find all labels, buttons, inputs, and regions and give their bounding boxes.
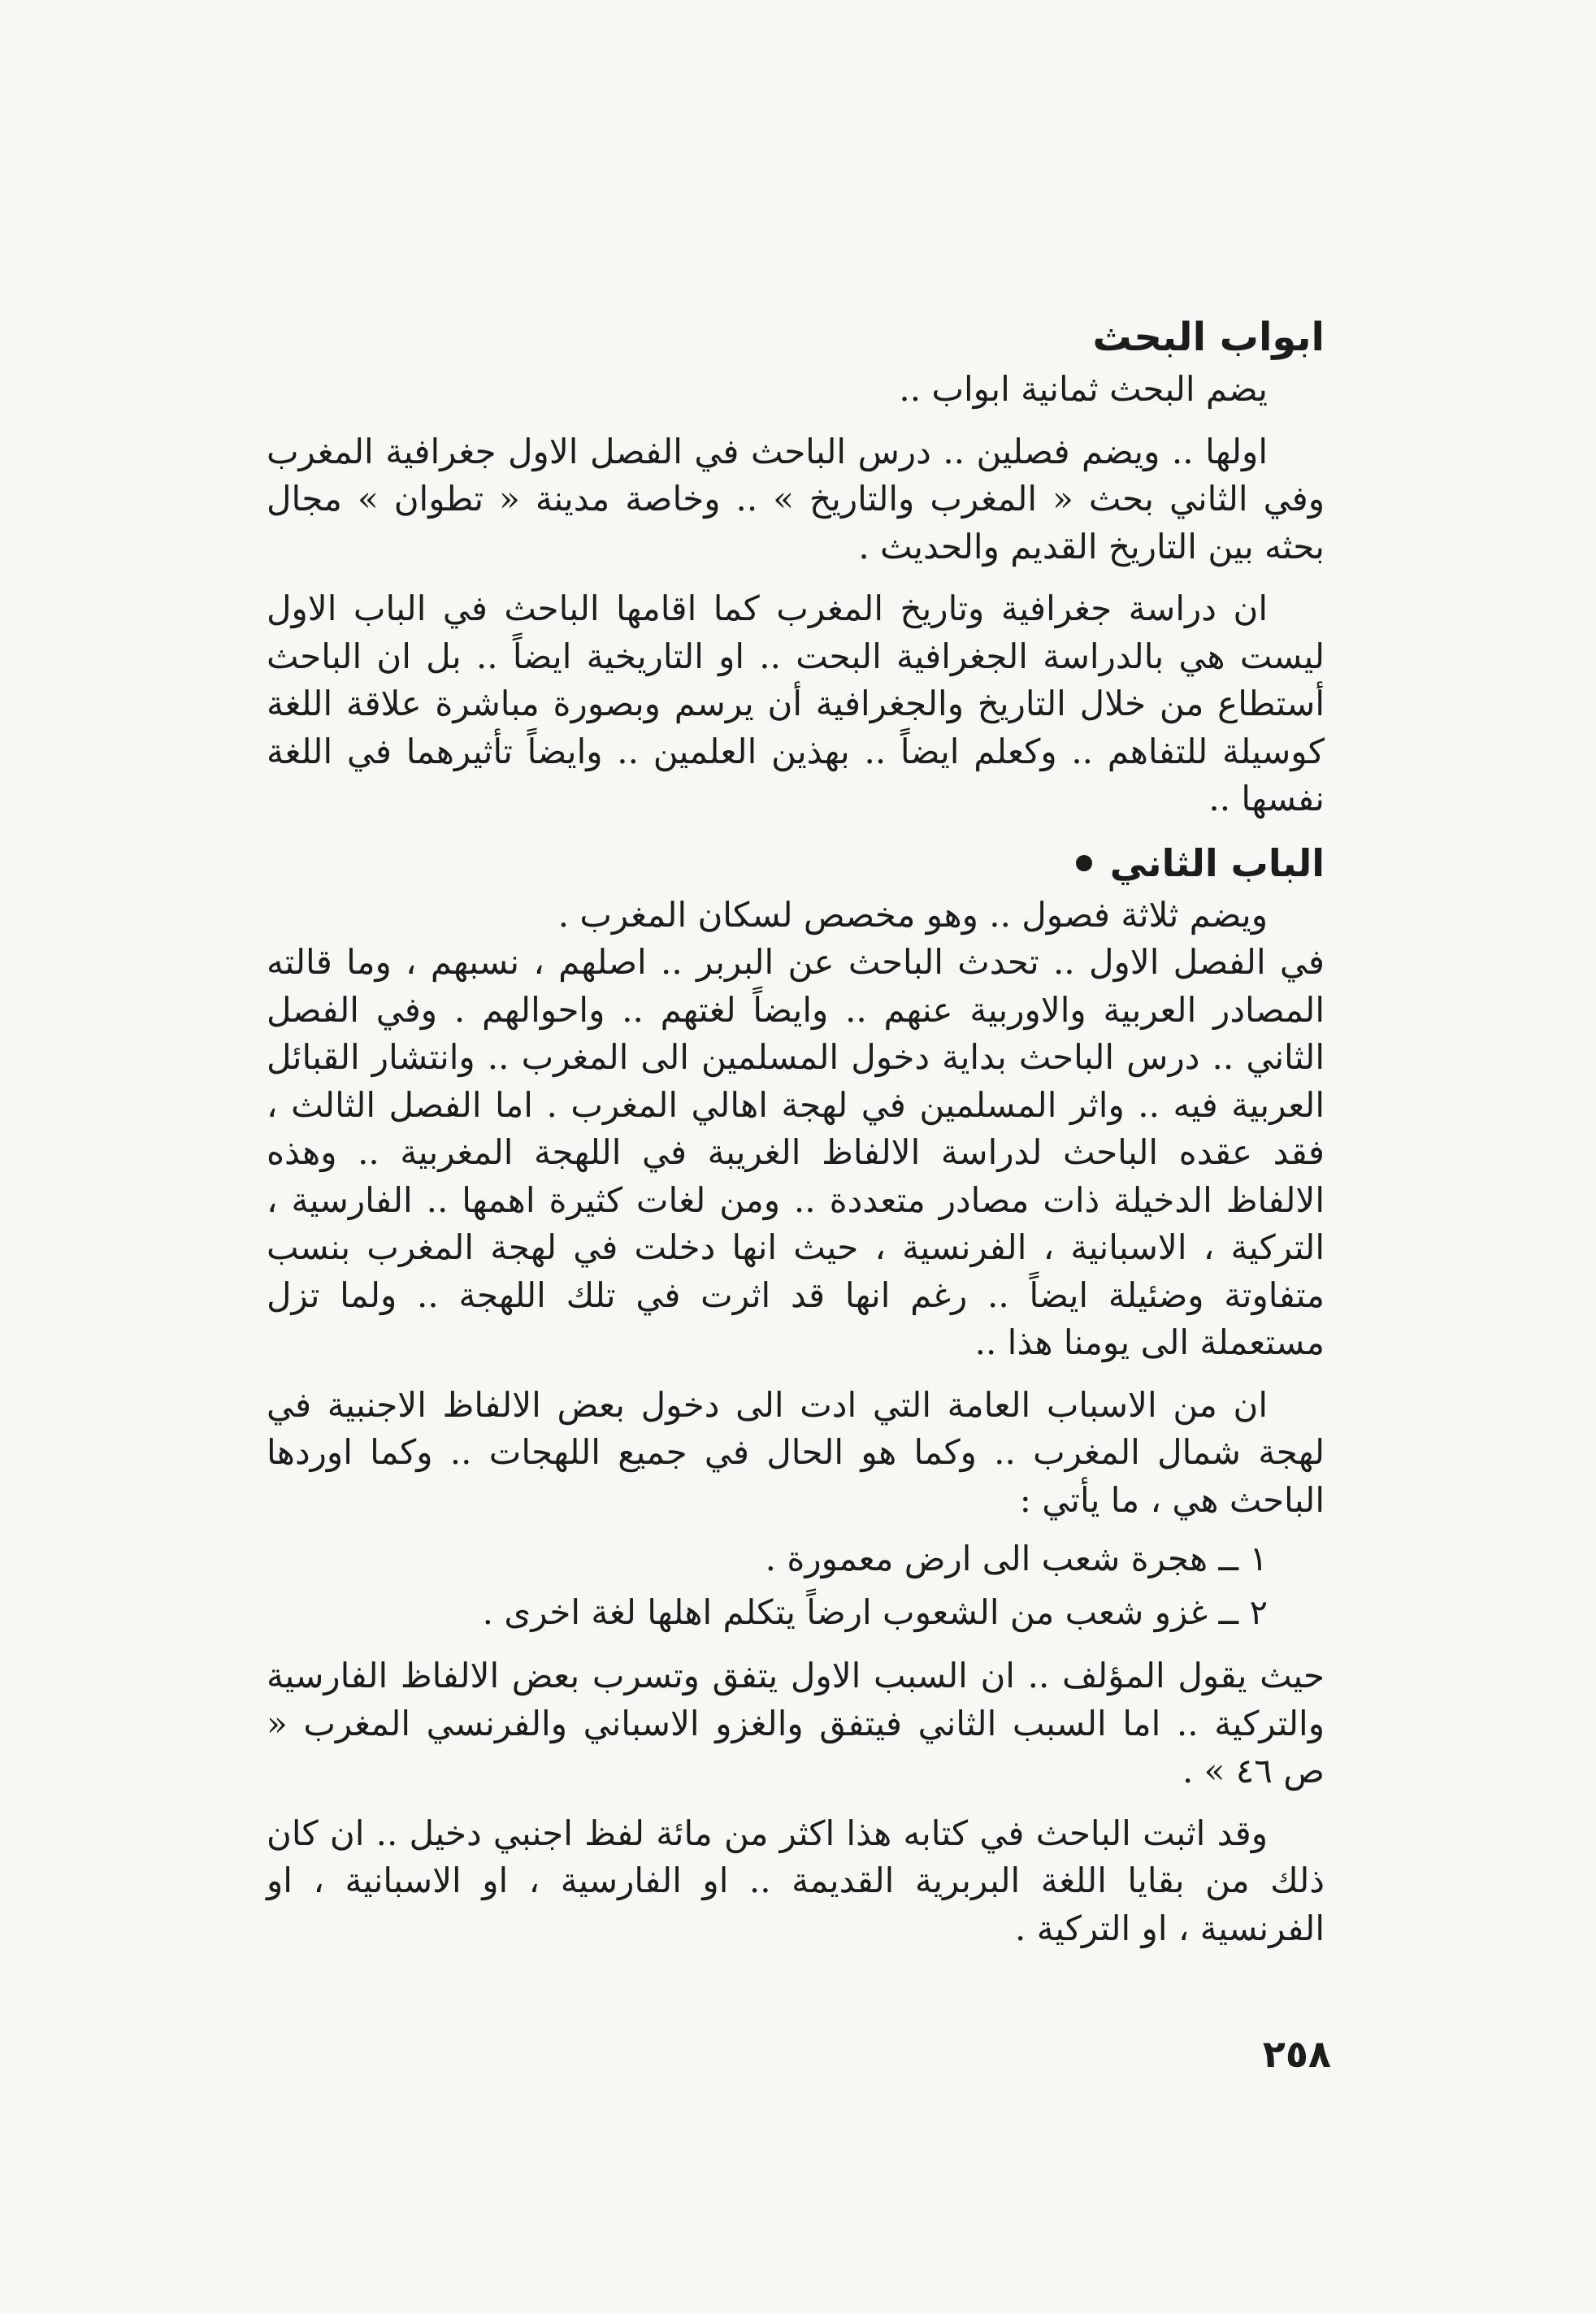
paragraph-6: حيث يقول المؤلف .. ان السبب الاول يتفق وتسرب بعض الالفاظ الفارسية والتركية .. اما السبب الثاني فيتفق والغزو الاسباني والفرنسي المغرب « ص ٤٦ » . xyxy=(267,1656,1325,1791)
paragraph-7: وقد اثبت الباحث في كتابه هذا اكثر من مائة لفظ اجنبي دخيل .. ان كان ذلك من بقايا اللغة البربرية القديمة .. او الفارسية ، او الاسبانية ، او الفرنسية ، او التركية . xyxy=(267,1813,1325,1948)
bullet-icon xyxy=(1076,855,1092,871)
paragraph-1: اولها .. ويضم فصلين .. درس الباحث في الفصل الاول جغرافية المغرب وفي الثاني بحث « المغرب والتاريخ » .. وخاصة مدينة « تطوان » مجال بحثه بين التاريخ القديم والحديث . xyxy=(267,431,1325,567)
intro-paragraph: يضم البحث ثمانية ابواب .. xyxy=(899,369,1268,409)
main-text-block xyxy=(267,309,1325,1952)
paragraph-2: ان دراسة جغرافية وتاريخ المغرب كما اقامها الباحث في الباب الاول ليست هي بالدراسة الجغرافية البحت .. او التاريخية ايضاً .. بل ان الباحث أستطاع من خلال التاريخ والجغرافية أن يرسم وبصورة مباشرة علاقة اللغة كوسيلة للتفاهم .. وكعلم ايضاً .. بهذين العلمين .. وايضاً تأثيرهما في اللغة نفسها .. xyxy=(267,588,1325,818)
paragraph-3: ويضم ثلاثة فصول .. وهو مخصص لسكان المغرب . xyxy=(557,894,1268,935)
subheading-row xyxy=(267,835,1325,892)
list-item-2: ٢ ــ غزو شعب من الشعوب ارضاً يتكلم اهلها لغة اخرى . xyxy=(482,1592,1268,1632)
list-item-1: ١ ــ هجرة شعب الى ارض معمورة . xyxy=(765,1539,1268,1578)
page-number: ٢٥٨ xyxy=(1262,2032,1331,2076)
section-heading: ابواب البحث xyxy=(1092,315,1325,360)
chapter-two-heading: الباب الثاني xyxy=(1109,840,1325,885)
paragraph-4: في الفصل الاول .. تحدث الباحث عن البربر .. اصلهم ، نسبهم ، وما قالته المصادر العربية والاوربية عنهم .. وايضاً لغتهم .. واحوالهم . وفي الفصل الثاني .. درس الباحث بداية دخول المسلمين الى المغرب .. وانتشار القبائل العربية فيه .. واثر المسلمين في لهجة اهالي المغرب . اما الفصل الثالث ، فقد عقده الباحث لدراسة الالفاظ الغريبة في اللهجة المغربية .. وهذه الالفاظ الدخيلة ذات مصادر متعددة .. ومن لغات كثيرة اهمها .. الفارسية ، التركية ، الاسبانية ، الفرنسية ، حيث انها دخلت في لهجة المغرب بنسب متفاوتة وضئيلة ايضاً .. رغم انها قد اثرت في تلك اللهجة .. ولما تزل مستعملة الى يومنا هذا .. xyxy=(267,942,1325,1362)
paragraph-5: ان من الاسباب العامة التي ادت الى دخول بعض الالفاظ الاجنبية في لهجة شمال المغرب .. وكما هو الحال في جميع اللهجات .. وكما اوردها الباحث هي ، ما يأتي : xyxy=(267,1384,1325,1520)
